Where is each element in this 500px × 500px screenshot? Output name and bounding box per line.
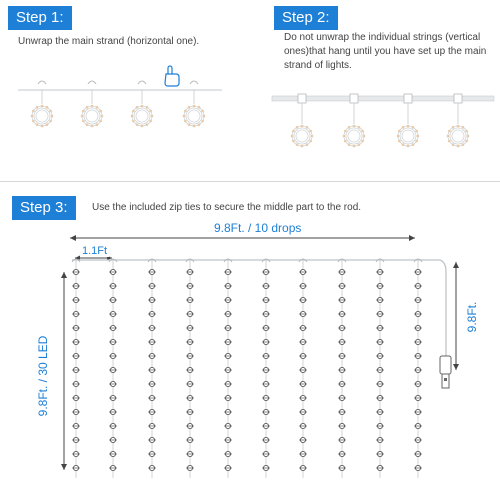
light-drop [338,259,346,478]
width-label: 9.8Ft. / 10 drops [214,221,302,235]
step2-text: Do not unwrap the individual strings (vertical ones)that hang until you have set up the main strand of lights. [284,32,487,71]
light-drop [299,259,307,478]
step2-badge: Step 2: [274,6,338,30]
height-right-label: 9.8Ft. [465,301,479,333]
height-left-label: 9.8Ft. / 30 LED [36,335,50,417]
light-drops [72,259,422,478]
light-drop [72,259,80,478]
step3-text: Use the included zip ties to secure the middle part to the rod. [92,202,362,213]
light-drop [262,259,270,478]
light-drop [224,259,232,478]
light-drop [376,259,384,478]
step1-badge: Step 1: [8,6,72,30]
usb-plug-icon [440,356,451,388]
light-drop [109,259,117,478]
spacing-label: 1.1Ft [82,245,108,257]
light-drop [148,259,156,478]
light-drop [186,259,194,478]
light-drop [414,259,422,478]
step1-text: Unwrap the main strand (horizontal one). [18,36,200,47]
step3-badge: Step 3: [12,196,76,220]
